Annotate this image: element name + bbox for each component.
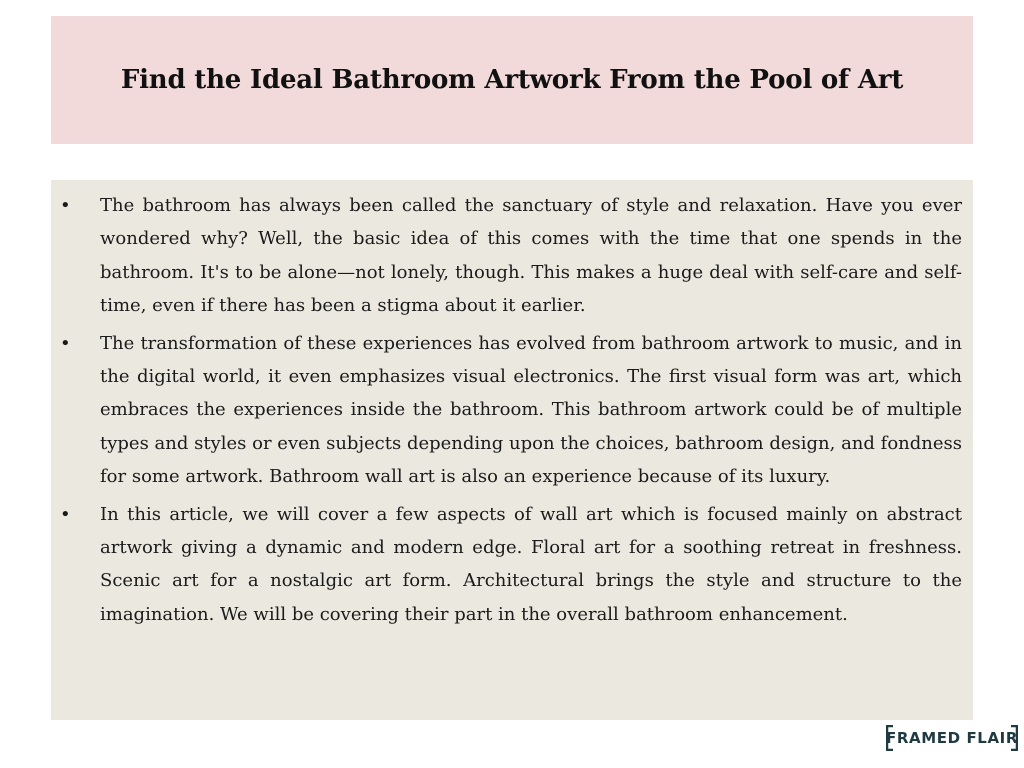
bullet-text: The bathroom has always been called the sanctuary of style and relaxation. Have you ever wondered why? Well, the basic idea of this comes with the time that one spends in the bathroom. It's to be alone—not lonely, though. This makes a huge deal with self-care and self-time, even if there has been a stigma about it earlier. <box>100 195 962 317</box>
bullet-icon: • <box>60 503 71 525</box>
title-banner <box>51 16 973 144</box>
list-item <box>51 498 962 632</box>
bullet-text: In this article, we will cover a few aspects of wall art which is focused mainly on abstract artwork giving a dynamic and modern edge. Floral art for a soothing retreat in freshness. Scenic art for a nostalgic art form. Architectural brings the style and structure to the imagination. We will be covering their part in the overall bathroom enhancement. <box>100 503 962 625</box>
framed-flair-logo <box>886 725 1018 751</box>
list-item <box>51 327 962 494</box>
logo-text: FRAMED FLAIR <box>886 729 1018 747</box>
content-panel <box>51 180 973 720</box>
list-item <box>51 189 962 323</box>
bullet-list <box>51 189 962 631</box>
bullet-icon: • <box>60 332 71 354</box>
bullet-text: The transformation of these experiences has evolved from bathroom artwork to music, and in the digital world, it even emphasizes visual electronics. The first visual form was art, which embraces the experiences inside the bathroom. This bathroom artwork could be of multiple types and styles or even subjects depending upon the choices, bathroom design, and fondness for some artwork. Bathroom wall art is also an experience because of its luxury. <box>100 332 962 488</box>
bullet-icon: • <box>60 195 71 216</box>
slide-title: Find the Ideal Bathroom Artwork From the Pool of Art <box>120 65 904 95</box>
